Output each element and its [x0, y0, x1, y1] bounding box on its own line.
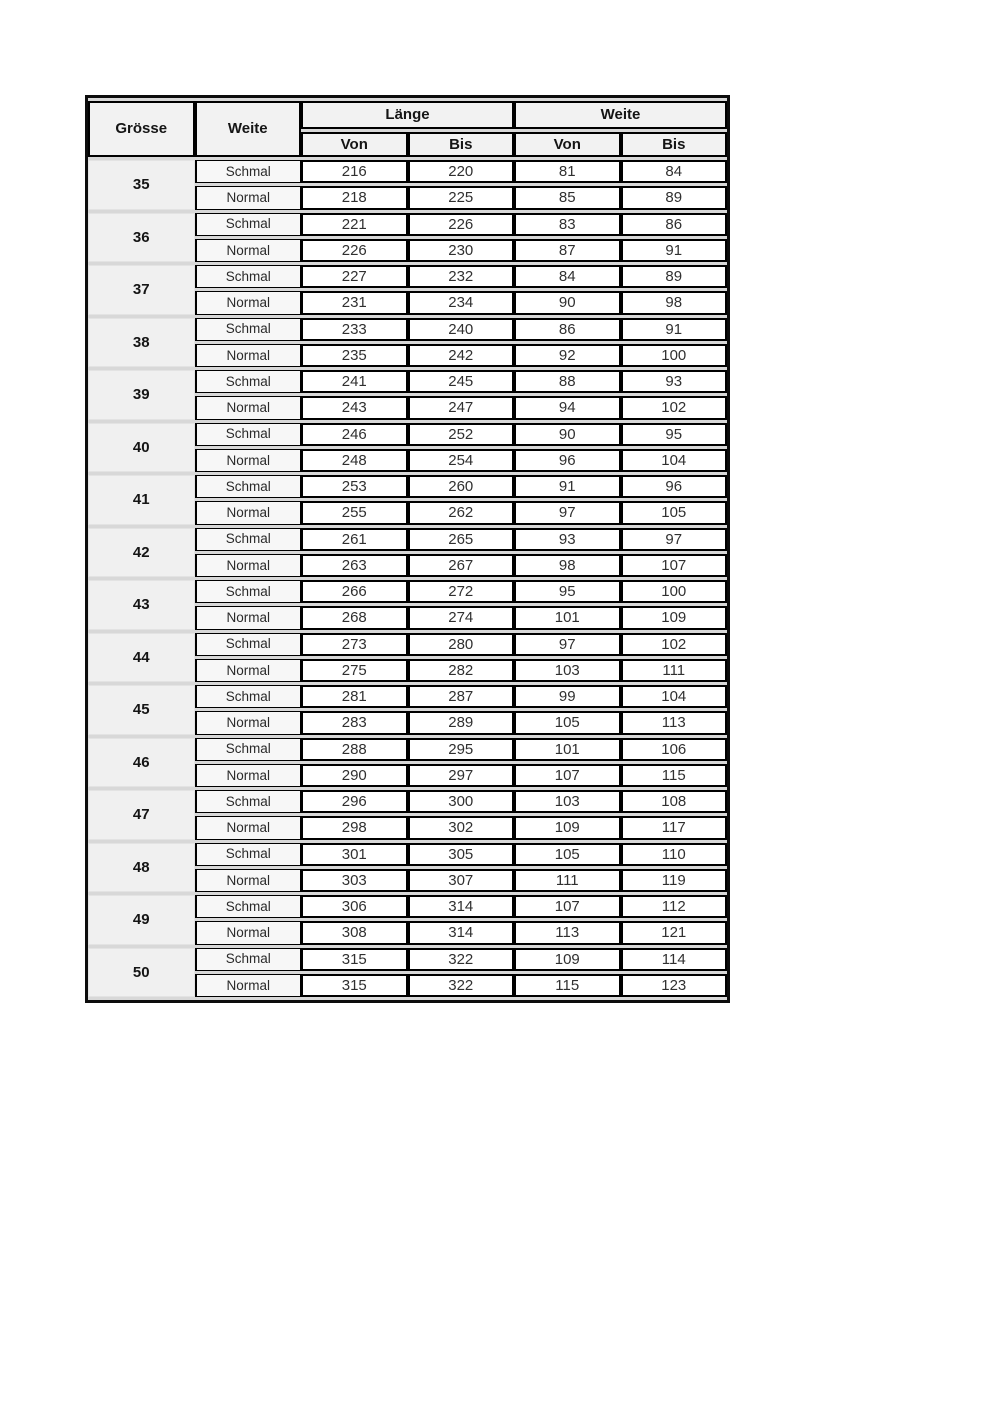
weite-von-cell: 88	[514, 370, 621, 393]
laenge-bis-cell: 230	[408, 239, 515, 262]
size-cell: 41	[88, 475, 195, 525]
laenge-von-cell: 308	[301, 921, 408, 944]
size-cell: 50	[88, 948, 195, 998]
weite-bis-cell: 104	[621, 685, 728, 708]
header-weite-column: Weite	[195, 101, 302, 157]
width-type-cell: Schmal	[195, 160, 302, 183]
table-row-schmal	[88, 423, 727, 446]
table-row-schmal	[88, 633, 727, 656]
width-type-cell: Schmal	[195, 790, 302, 813]
width-type-cell: Schmal	[195, 475, 302, 498]
table-row-schmal	[88, 843, 727, 866]
width-type-cell: Normal	[195, 449, 302, 472]
weite-von-cell: 86	[514, 318, 621, 341]
weite-von-cell: 109	[514, 948, 621, 971]
weite-bis-cell: 89	[621, 265, 728, 288]
laenge-von-cell: 253	[301, 475, 408, 498]
laenge-von-cell: 241	[301, 370, 408, 393]
table-row-schmal	[88, 213, 727, 236]
laenge-bis-cell: 225	[408, 186, 515, 209]
laenge-von-cell: 233	[301, 318, 408, 341]
laenge-von-cell: 218	[301, 186, 408, 209]
laenge-bis-cell: 247	[408, 396, 515, 419]
weite-von-cell: 90	[514, 291, 621, 314]
table-row-schmal	[88, 528, 727, 551]
laenge-bis-cell: 252	[408, 423, 515, 446]
weite-von-cell: 101	[514, 606, 621, 629]
weite-bis-cell: 91	[621, 239, 728, 262]
width-type-cell: Normal	[195, 291, 302, 314]
width-type-cell: Normal	[195, 606, 302, 629]
laenge-bis-cell: 274	[408, 606, 515, 629]
laenge-bis-cell: 226	[408, 213, 515, 236]
laenge-bis-cell: 297	[408, 764, 515, 787]
weite-von-cell: 107	[514, 895, 621, 918]
laenge-bis-cell: 220	[408, 160, 515, 183]
laenge-bis-cell: 300	[408, 790, 515, 813]
laenge-bis-cell: 234	[408, 291, 515, 314]
weite-von-cell: 99	[514, 685, 621, 708]
weite-bis-cell: 107	[621, 554, 728, 577]
size-cell: 43	[88, 580, 195, 630]
weite-bis-cell: 119	[621, 869, 728, 892]
laenge-von-cell: 227	[301, 265, 408, 288]
weite-von-cell: 111	[514, 869, 621, 892]
weite-bis-cell: 86	[621, 213, 728, 236]
table-row-schmal	[88, 475, 727, 498]
weite-bis-cell: 97	[621, 528, 728, 551]
size-cell: 42	[88, 528, 195, 578]
weite-bis-cell: 102	[621, 633, 728, 656]
width-type-cell: Normal	[195, 344, 302, 367]
laenge-bis-cell: 282	[408, 659, 515, 682]
width-type-cell: Schmal	[195, 265, 302, 288]
laenge-bis-cell: 305	[408, 843, 515, 866]
laenge-bis-cell: 287	[408, 685, 515, 708]
weite-bis-cell: 106	[621, 738, 728, 761]
weite-von-cell: 84	[514, 265, 621, 288]
table-row-schmal	[88, 895, 727, 918]
width-type-cell: Normal	[195, 554, 302, 577]
size-cell: 49	[88, 895, 195, 945]
weite-bis-cell: 121	[621, 921, 728, 944]
laenge-bis-cell: 295	[408, 738, 515, 761]
weite-von-cell: 94	[514, 396, 621, 419]
laenge-bis-cell: 272	[408, 580, 515, 603]
laenge-bis-cell: 280	[408, 633, 515, 656]
header-weite-bis: Bis	[621, 132, 728, 157]
weite-bis-cell: 113	[621, 711, 728, 734]
weite-von-cell: 83	[514, 213, 621, 236]
laenge-von-cell: 243	[301, 396, 408, 419]
width-type-cell: Normal	[195, 239, 302, 262]
weite-bis-cell: 84	[621, 160, 728, 183]
weite-von-cell: 93	[514, 528, 621, 551]
size-cell: 44	[88, 633, 195, 683]
width-type-cell: Normal	[195, 816, 302, 839]
weite-von-cell: 105	[514, 711, 621, 734]
weite-bis-cell: 115	[621, 764, 728, 787]
size-cell: 37	[88, 265, 195, 315]
table-row-schmal	[88, 948, 727, 971]
size-cell: 39	[88, 370, 195, 420]
laenge-bis-cell: 265	[408, 528, 515, 551]
size-cell: 40	[88, 423, 195, 473]
weite-von-cell: 95	[514, 580, 621, 603]
table-row-schmal	[88, 790, 727, 813]
laenge-bis-cell: 262	[408, 501, 515, 524]
laenge-bis-cell: 232	[408, 265, 515, 288]
laenge-bis-cell: 245	[408, 370, 515, 393]
weite-von-cell: 113	[514, 921, 621, 944]
weite-von-cell: 109	[514, 816, 621, 839]
laenge-bis-cell: 314	[408, 921, 515, 944]
weite-bis-cell: 108	[621, 790, 728, 813]
size-chart-table	[85, 95, 730, 1003]
header-weite-group: Weite	[514, 101, 727, 129]
laenge-bis-cell: 322	[408, 948, 515, 971]
size-cell: 36	[88, 213, 195, 263]
weite-bis-cell: 123	[621, 974, 728, 997]
laenge-von-cell: 226	[301, 239, 408, 262]
table-row-schmal	[88, 738, 727, 761]
width-type-cell: Schmal	[195, 423, 302, 446]
weite-von-cell: 101	[514, 738, 621, 761]
table-row-schmal	[88, 265, 727, 288]
laenge-von-cell: 281	[301, 685, 408, 708]
laenge-von-cell: 296	[301, 790, 408, 813]
weite-bis-cell: 109	[621, 606, 728, 629]
width-type-cell: Normal	[195, 711, 302, 734]
laenge-bis-cell: 314	[408, 895, 515, 918]
width-type-cell: Normal	[195, 974, 302, 997]
weite-bis-cell: 105	[621, 501, 728, 524]
laenge-bis-cell: 302	[408, 816, 515, 839]
width-type-cell: Schmal	[195, 895, 302, 918]
weite-von-cell: 107	[514, 764, 621, 787]
table-row-schmal	[88, 580, 727, 603]
width-type-cell: Normal	[195, 764, 302, 787]
laenge-von-cell: 216	[301, 160, 408, 183]
weite-von-cell: 115	[514, 974, 621, 997]
laenge-bis-cell: 289	[408, 711, 515, 734]
width-type-cell: Schmal	[195, 370, 302, 393]
size-cell: 38	[88, 318, 195, 368]
width-type-cell: Schmal	[195, 318, 302, 341]
weite-bis-cell: 102	[621, 396, 728, 419]
width-type-cell: Normal	[195, 396, 302, 419]
laenge-von-cell: 303	[301, 869, 408, 892]
laenge-von-cell: 275	[301, 659, 408, 682]
weite-von-cell: 103	[514, 790, 621, 813]
weite-von-cell: 97	[514, 501, 621, 524]
laenge-bis-cell: 307	[408, 869, 515, 892]
width-type-cell: Schmal	[195, 213, 302, 236]
laenge-von-cell: 290	[301, 764, 408, 787]
width-type-cell: Normal	[195, 869, 302, 892]
table-row-schmal	[88, 160, 727, 183]
laenge-von-cell: 266	[301, 580, 408, 603]
weite-von-cell: 92	[514, 344, 621, 367]
weite-bis-cell: 100	[621, 580, 728, 603]
header-weite-von: Von	[514, 132, 621, 157]
laenge-von-cell: 273	[301, 633, 408, 656]
weite-von-cell: 90	[514, 423, 621, 446]
weite-bis-cell: 96	[621, 475, 728, 498]
laenge-von-cell: 298	[301, 816, 408, 839]
table-row-schmal	[88, 685, 727, 708]
header-laenge-group: Länge	[301, 101, 514, 129]
width-type-cell: Schmal	[195, 528, 302, 551]
size-cell: 45	[88, 685, 195, 735]
weite-von-cell: 85	[514, 186, 621, 209]
width-type-cell: Schmal	[195, 685, 302, 708]
weite-von-cell: 96	[514, 449, 621, 472]
weite-von-cell: 98	[514, 554, 621, 577]
weite-bis-cell: 95	[621, 423, 728, 446]
weite-bis-cell: 100	[621, 344, 728, 367]
weite-bis-cell: 114	[621, 948, 728, 971]
laenge-von-cell: 263	[301, 554, 408, 577]
weite-von-cell: 103	[514, 659, 621, 682]
laenge-von-cell: 283	[301, 711, 408, 734]
weite-bis-cell: 111	[621, 659, 728, 682]
weite-bis-cell: 93	[621, 370, 728, 393]
laenge-bis-cell: 240	[408, 318, 515, 341]
header-laenge-von: Von	[301, 132, 408, 157]
size-cell: 48	[88, 843, 195, 893]
weite-von-cell: 87	[514, 239, 621, 262]
weite-von-cell: 91	[514, 475, 621, 498]
laenge-von-cell: 301	[301, 843, 408, 866]
table-body	[88, 160, 727, 997]
laenge-von-cell: 261	[301, 528, 408, 551]
laenge-von-cell: 306	[301, 895, 408, 918]
table-row-schmal	[88, 370, 727, 393]
weite-bis-cell: 91	[621, 318, 728, 341]
weite-bis-cell: 117	[621, 816, 728, 839]
size-cell: 35	[88, 160, 195, 210]
width-type-cell: Normal	[195, 921, 302, 944]
laenge-von-cell: 246	[301, 423, 408, 446]
width-type-cell: Schmal	[195, 843, 302, 866]
weite-von-cell: 105	[514, 843, 621, 866]
laenge-bis-cell: 322	[408, 974, 515, 997]
width-type-cell: Schmal	[195, 633, 302, 656]
width-type-cell: Schmal	[195, 738, 302, 761]
laenge-bis-cell: 260	[408, 475, 515, 498]
laenge-bis-cell: 267	[408, 554, 515, 577]
header-laenge-bis: Bis	[408, 132, 515, 157]
weite-von-cell: 97	[514, 633, 621, 656]
width-type-cell: Normal	[195, 659, 302, 682]
size-cell: 47	[88, 790, 195, 840]
laenge-bis-cell: 254	[408, 449, 515, 472]
weite-bis-cell: 112	[621, 895, 728, 918]
laenge-von-cell: 255	[301, 501, 408, 524]
width-type-cell: Normal	[195, 501, 302, 524]
weite-bis-cell: 110	[621, 843, 728, 866]
weite-bis-cell: 98	[621, 291, 728, 314]
width-type-cell: Normal	[195, 186, 302, 209]
laenge-von-cell: 268	[301, 606, 408, 629]
weite-von-cell: 81	[514, 160, 621, 183]
size-cell: 46	[88, 738, 195, 788]
weite-bis-cell: 89	[621, 186, 728, 209]
laenge-bis-cell: 242	[408, 344, 515, 367]
table-row-schmal	[88, 318, 727, 341]
width-type-cell: Schmal	[195, 580, 302, 603]
laenge-von-cell: 315	[301, 974, 408, 997]
laenge-von-cell: 231	[301, 291, 408, 314]
laenge-von-cell: 248	[301, 449, 408, 472]
laenge-von-cell: 235	[301, 344, 408, 367]
table-header	[88, 101, 727, 157]
laenge-von-cell: 315	[301, 948, 408, 971]
header-groesse: Grösse	[88, 101, 195, 157]
header-group-row	[88, 101, 727, 129]
laenge-von-cell: 221	[301, 213, 408, 236]
laenge-von-cell: 288	[301, 738, 408, 761]
weite-bis-cell: 104	[621, 449, 728, 472]
width-type-cell: Schmal	[195, 948, 302, 971]
